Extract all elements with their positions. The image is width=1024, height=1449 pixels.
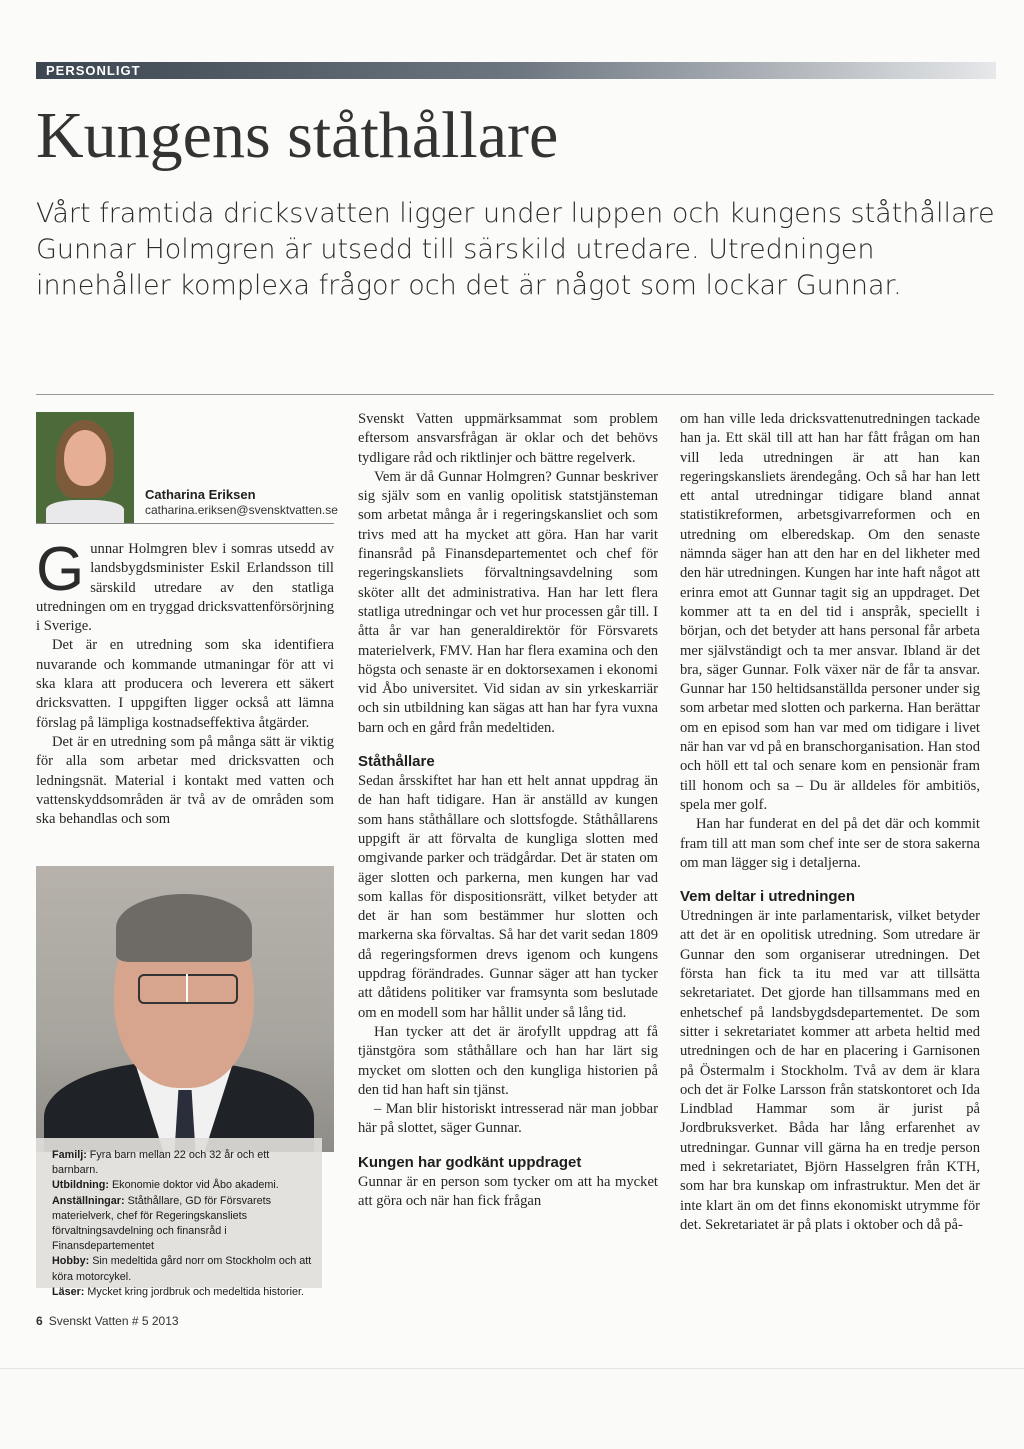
section-label-bar [36, 62, 996, 79]
fact-box [36, 1138, 322, 1298]
column-3 [680, 410, 980, 1235]
fact-value: Ståthållare, GD för Försvarets materielverk, chef för Regeringskansliets förvaltningsavdelning och finansråd i Finansdepartementet [52, 1194, 272, 1253]
paragraph: om han ville leda dricksvattenutredningen tackade han ja. Ett skäl till att han har fått frågan om han vill leda utredningen är att han kan regeringskansliets ärendegång. Och så har han lett ett antal utredningar tidigare bland annat statistikreformen, arbetsgivarreformen och en utredning om elberedskap. Om den senaste nämnda säger han att den har en del likheter med den här utredningen. Kungen har inte haft något att erinra emot att Gunnar tagit sig an uppdraget. Det kommer att ta en del tid i anspråk, speciellt i början, och det betyder att hans personal får arbeta mer självständigt och ta mer ansvar. Ibland är det bra, säger Gunnar. Folk växer när de får ta ansvar. Gunnar har 150 heltidsanställda personer under sig som arbetar med slotten och parkerna. Han berättar om en episod som han var med om tidigare i livet när han var vd på en branschorganisation. Han stod och höll ett tal och senare kom en pensionär fram till honom och sa – Du är alldeles för ambitiös, spela mer golf. [680, 411, 980, 813]
author-name: Catharina Eriksen [145, 487, 256, 502]
lead-paragraph [36, 535, 334, 636]
paragraph: Vem är då Gunnar Holmgren? Gunnar beskriver sig själv som en vanlig opolitisk statstjänsteman som arbetat många år i regeringskansliet och som trivs med att ha mycket att göra. Han har varit finansråd på Finansdepartementet och chef för regeringskansliets förvaltningsavdelning som sköter allt det administrativa. Han har lett flera statliga utredningar och vet hur processen går till. I åtta år var han generaldirektör för Försvarets materielverk, FMV. Han har flera examina och den högsta och senaste är en doktorsexamen i ekonomi vid Åbo universitet. Vid sidan av sin yrkeskarriär och sin utbildning kan sägas att han har fyra vuxna barn och en gård från medeltiden. [358, 468, 658, 736]
fact-label: Utbildning: [52, 1179, 109, 1192]
article-title: Kungens ståthållare [36, 99, 559, 172]
author-email: catharina.eriksen@svensktvatten.se [145, 503, 338, 517]
fact-anstallningar [52, 1194, 316, 1255]
fact-value: Fyra barn mellan 22 och 32 år och ett barnbarn. [52, 1149, 270, 1177]
page-margin [0, 1368, 1024, 1449]
column-2 [358, 410, 658, 1211]
publication-name: Svenskt Vatten # 5 2013 [48, 1314, 179, 1328]
section-label: PERSONLIGT [46, 63, 141, 78]
subheading-kungen: Kungen har godkänt uppdraget [358, 1153, 582, 1171]
fact-familj [52, 1148, 316, 1178]
drop-cap: G [36, 535, 85, 604]
fact-value: Ekonomie doktor vid Åbo akademi. [111, 1179, 279, 1192]
paragraph: Sedan årsskiftet har han ett helt annat uppdrag än de han haft tidigare. Han är anställd av kungen som hans ståthållare och slottsfogde. Ståthållarens uppgift är att förvalta de kungliga slotten med omgivande parker och trädgårdar. Det är staten om äger slotten och parkerna, men kungen har vad som kallas för dispositionsrätt, vilket betyder att det är han som bestämmer hur slotten och markerna ska förvaltas. Så har det varit sedan 1809 då regeringsformen drevs igenom och kungens uppdrag förändrades. Gunnar säger att han tycker att dåtidens politiker var framsynta som beslutade om en modell som har hållit under så lång tid. [358, 773, 658, 1021]
fact-value: Mycket kring jordbruk och medeltida historier. [87, 1285, 305, 1298]
fact-laser [52, 1285, 316, 1300]
fact-value: Sin medeltida gård norr om Stockholm och att köra motorcykel. [52, 1255, 312, 1283]
fact-label: Läser: [52, 1285, 85, 1298]
fact-label: Familj: [52, 1149, 87, 1161]
paragraph: – Man blir historiskt intresserad när man jobbar här på slottet, säger Gunnar. [358, 1101, 658, 1137]
fact-label: Hobby: [52, 1255, 90, 1268]
paragraph: Han tycker att det är ärofyllt uppdrag att få tjänstgöra som ståthållare och han har lärt sig mycket om slotten och den kungliga historien på den tid han haft sin tjänst. [358, 1023, 658, 1098]
article-ingress: Vårt framtida dricksvatten ligger under luppen och kungens ståthållare Gunnar Holmgren är utsedd till särskild utredare. Utredningen innehåller komplexa frågor och det är något som lockar Gunnar. [36, 198, 995, 301]
fact-utbildning [52, 1178, 316, 1193]
portrait-photo [36, 866, 334, 1152]
subheading-stathallare: Ståthållare [358, 753, 435, 771]
paragraph: Han har funderat en del på det där och kommit fram till att man som chef inte ser de stora sakerna om man lägger sig i detaljerna. [680, 816, 980, 871]
header-divider [36, 394, 994, 395]
column-1 [36, 535, 334, 829]
paragraph: Utredningen är inte parlamentarisk, vilket betyder att det är en opolitisk utredning. Som utredare är Gunnar den som organiserar utredningen. Det första han fick ta itu med var att tillsätta sekretariatet. Det gjorde han tillsammans med en enhetschef på landsbygdsdepartementet. De som sitter i sekretariatet kommer att arbeta heltid med utredningen och de har en placering i Garnisonen på Östermalm i Stockholm. Två av dem är klara och det är Folke Larsson från statskontoret och Ida Lindblad Hammar som är jurist på Jordbruksverket. Båda har lång erfarenhet av utredningar. Gunnar vill gärna ha en tredje person med i sekretariatet, Björn Hasselgren från KTH, som har bra kunskap om infrastruktur. Men det är inte klart än om det finns ekonomiskt utrymme för det. Sekretariatet är på plats i oktober och då på- [680, 908, 980, 1233]
fact-hobby [52, 1254, 316, 1284]
fact-label: Anställningar: [52, 1194, 125, 1207]
paragraph: Svenskt Vatten uppmärksammat som problem eftersom ansvarsfrågan är oklar och det behövs tydligare råd och riktlinjer och bättre regelverk. [358, 411, 658, 466]
lead-text: unnar Holmgren blev i somras utsedd av landsbygdsminister Eskil Erlandsson till särskild utredare av den statliga utredningen om en tryggad dricksvattenförsörjning i Sverige. [36, 541, 334, 635]
author-photo [36, 412, 134, 524]
paragraph: Gunnar är en person som tycker om att ha mycket att göra och när han fick frågan [358, 1173, 658, 1209]
author-divider [36, 523, 334, 524]
paragraph: Det är en utredning som på många sätt är viktig för alla som arbetar med dricksvatten och ledningsnät. Material i kontakt med vatten och vattenskyddsområden är två av de områden som ska behandlas och som [36, 733, 334, 828]
page-number: 6 [36, 1314, 43, 1328]
page-footer [36, 1314, 179, 1328]
paragraph: Det är en utredning som ska identifiera nuvarande och kommande utmaningar för att vi ska klara att producera och leverera ett säkert dricksvatten. I uppgiften ligger också att lämna förslag på lämpliga kostnadseffektiva åtgärder. [36, 637, 334, 731]
subheading-vem-deltar: Vem deltar i utredningen [680, 888, 856, 906]
